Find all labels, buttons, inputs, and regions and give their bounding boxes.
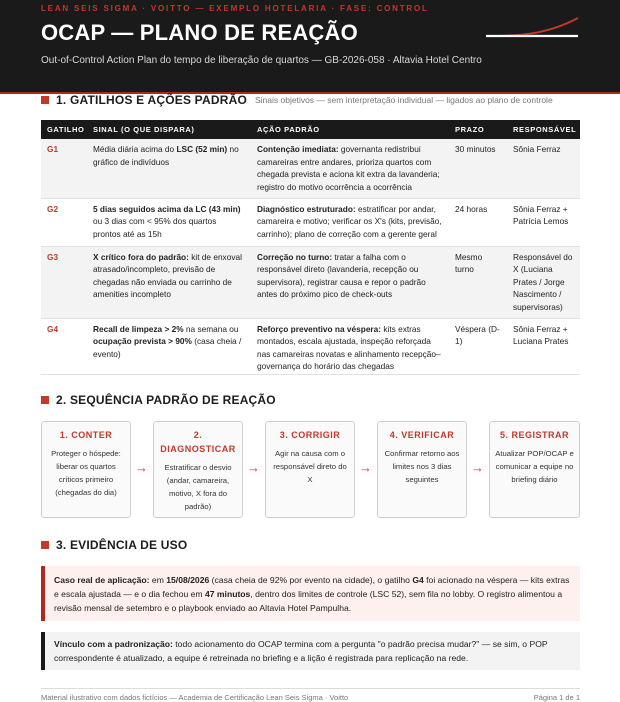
column-header: PRAZO (449, 120, 507, 139)
section-2-heading (41, 393, 276, 407)
trigger-owner: Sônia Ferraz + Luciana Prates (507, 318, 580, 374)
section-marker-icon (41, 96, 49, 104)
step-label: 5. REGISTRAR (499, 430, 569, 440)
section-3-heading (41, 538, 187, 552)
section-1-heading (41, 93, 553, 107)
flow-step-registrar (489, 421, 580, 518)
table-row (41, 318, 580, 374)
flow-step-corrigir (265, 421, 355, 518)
arrow-right-icon: → (471, 460, 484, 475)
flow-step-verificar (377, 421, 467, 518)
step-description: Confirmar retorno aos limites nos 3 dias seguintes (384, 449, 460, 484)
table-row (41, 139, 580, 198)
trigger-signal: Média diária acima do LSC (52 min) no gráfico de indivíduos (87, 139, 251, 198)
trigger-deadline: 24 horas (449, 198, 507, 246)
trigger-signal: 5 dias seguidos acima da LC (43 min) ou 3 dias com < 95% dos quartos prontos até as 15h (87, 198, 251, 246)
footer-divider (41, 688, 580, 689)
trigger-signal: X crítico fora do padrão: kit de enxoval atrasado/incompleto, previsão de chegadas não enviada ou carrinho de amenities incompleto (87, 246, 251, 318)
evidence-callout: Caso real de aplicação: em 15/08/2026 (casa cheia de 92% por evento na cidade), o gatilho G4 foi acionado na véspera — kits extras e escala ajustada — e o dia fechou em 47 minutos, dentro dos limites de controle (LSC 52), sem fila no lobby. O registro alimentou a revisão mensal de setembro e o playbook enviado ao Altavia Hotel Pampulha. (41, 566, 580, 621)
flow-step-diagnosticar (153, 421, 243, 518)
trigger-deadline: 30 minutos (449, 139, 507, 198)
column-header: AÇÃO PADRÃO (251, 120, 449, 139)
step-description: Estratificar o desvio (andar, camareira, motivo, X fora do padrão) (164, 463, 232, 511)
column-header: SINAL (O QUE DISPARA) (87, 120, 251, 139)
trigger-owner: Sônia Ferraz + Patrícia Lemos (507, 198, 580, 246)
section-title: 1. GATILHOS E AÇÕES PADRÃO (56, 93, 247, 107)
header-kicker: LEAN SEIS SIGMA · VOITTO — EXEMPLO HOTELARIA · FASE: CONTROL (41, 4, 429, 13)
trigger-id: G2 (41, 198, 87, 246)
trigger-id: G3 (41, 246, 87, 318)
page-header (0, 0, 620, 92)
footer-note: Material ilustrativo com dados fictícios — Academia de Certificação Lean Seis Sigma · Voitto (41, 693, 349, 702)
section-note: Sinais objetivos — sem interpretação individual — ligados ao plano de controle (255, 95, 553, 105)
step-description: Agir na causa com o responsável direto do X (273, 449, 347, 484)
trigger-deadline: Véspera (D-1) (449, 318, 507, 374)
trigger-deadline: Mesmo turno (449, 246, 507, 318)
flow-step-conter (41, 421, 131, 518)
trigger-action: Correção no turno: tratar a falha com o responsável direto (lavanderia, recepção ou supervisora), registrar causa e repor o padrão antes do próximo pico de check-outs (251, 246, 449, 318)
table-row (41, 198, 580, 246)
trigger-action: Contenção imediata: governanta redistribui camareiras entre andares, prioriza quartos com chegada prevista e aciona kit extra da lavanderia; registro do motivo ocorrência a ocorrência (251, 139, 449, 198)
trigger-signal: Recall de limpeza > 2% na semana ou ocupação prevista > 90% (casa cheia / evento) (87, 318, 251, 374)
trigger-action: Diagnóstico estruturado: estratificar por andar, camareira e motivo; verificar os X's (kits, previsão, carrinho); plano de correção com a gerente geral (251, 198, 449, 246)
section-title: 2. SEQUÊNCIA PADRÃO DE REAÇÃO (56, 393, 276, 407)
step-label: 4. VERIFICAR (389, 430, 455, 440)
arrow-right-icon: → (247, 460, 260, 475)
arrow-right-icon: → (359, 460, 372, 475)
decorative-curve-icon (484, 14, 580, 54)
step-label: 1. CONTER (59, 430, 113, 440)
column-header: RESPONSÁVEL (507, 120, 580, 139)
page-number: Página 1 de 1 (533, 693, 580, 702)
step-label: 2. DIAGNOSTICAR (160, 430, 236, 454)
section-title: 3. EVIDÊNCIA DE USO (56, 538, 188, 552)
trigger-id: G1 (41, 139, 87, 198)
page-subtitle: Out-of-Control Action Plan do tempo de liberação de quartos — GB-2026-058 · Altavia Hotel Centro (41, 55, 482, 66)
trigger-action: Reforço preventivo na véspera: kits extras montados, escala ajustada, inspeção reforçada nas camareiras novatas e alinhamento recepção–governança do horário das chegadas (251, 318, 449, 374)
page-title: OCAP — PLANO DE REAÇÃO (41, 20, 358, 45)
step-label: 3. CORRIGIR (279, 430, 341, 440)
section-marker-icon (41, 541, 49, 549)
step-description: Proteger o hóspede: liberar os quartos críticos primeiro (chegadas do dia) (51, 449, 121, 497)
table-row (41, 246, 580, 318)
section-marker-icon (41, 396, 49, 404)
step-description: Atualizar POP/OCAP e comunicar a equipe no briefing diário (495, 449, 574, 484)
trigger-id: G4 (41, 318, 87, 374)
trigger-owner: Sônia Ferraz (507, 139, 580, 198)
trigger-owner: Responsável do X (Luciana Prates / Jorge Nascimento / supervisoras) (507, 246, 580, 318)
triggers-table (41, 120, 580, 375)
arrow-right-icon: → (135, 460, 148, 475)
column-header: GATILHO (41, 120, 87, 139)
standardization-callout: Vínculo com a padronização: todo acionamento do OCAP termina com a pergunta "o padrão precisa mudar?" — se sim, o POP correspondente é atualizado, a equipe é retreinada no briefing e a lição é registrada para replicação na rede. (41, 632, 580, 670)
table-header-row (41, 120, 580, 139)
